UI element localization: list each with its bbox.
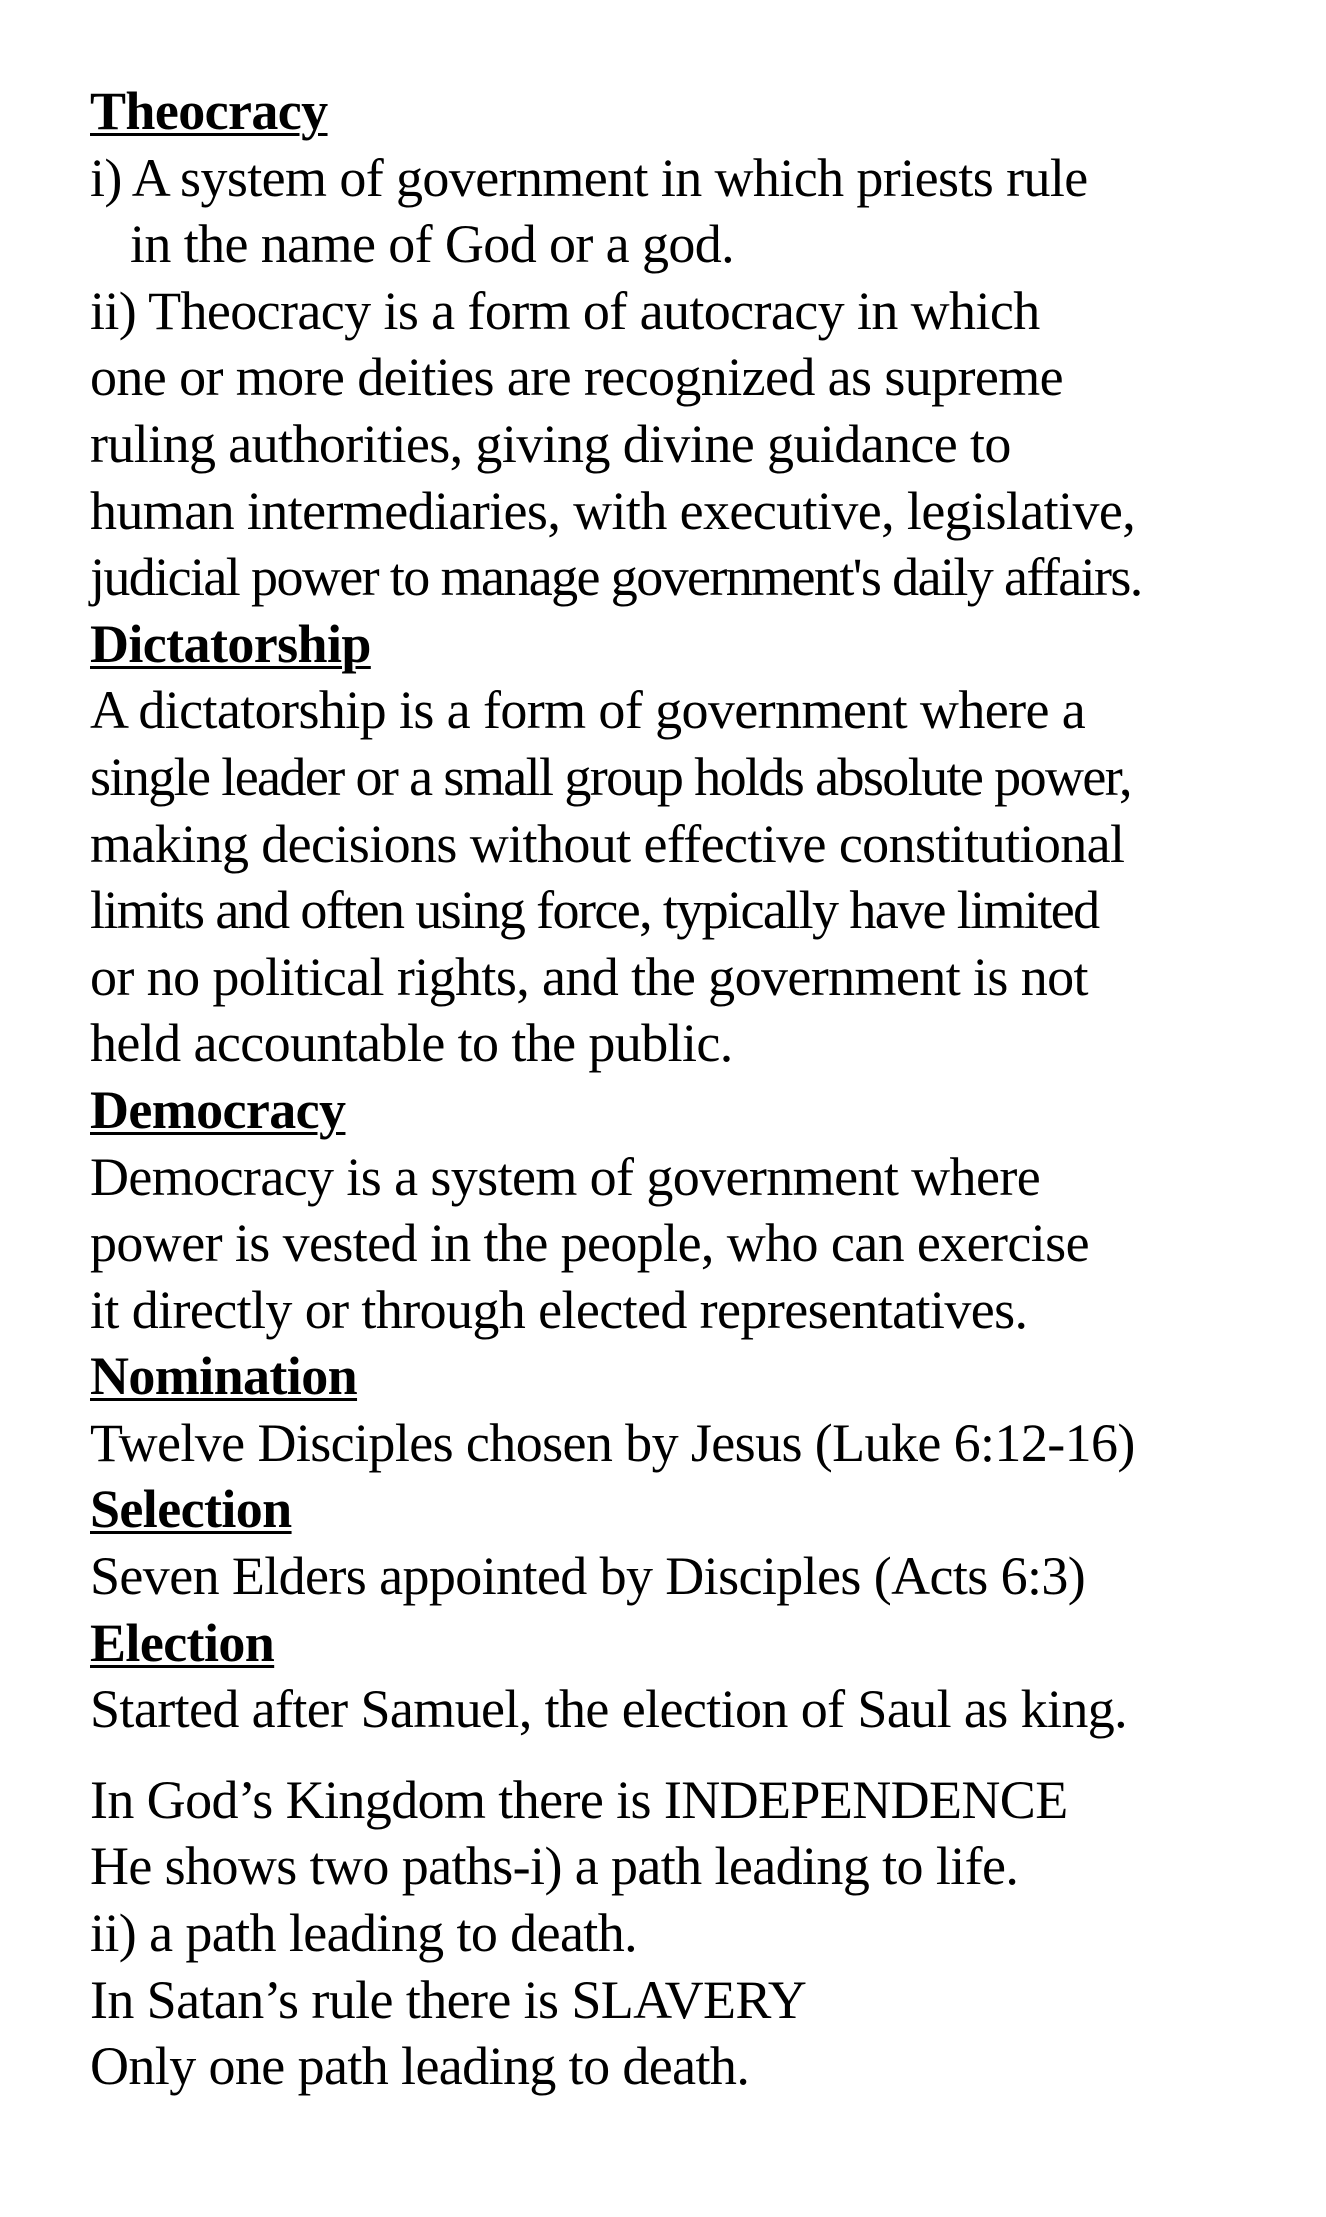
text-line: ii) Theocracy is a form of autocracy in which: [90, 280, 1040, 341]
text-line: making decisions without effective constitutional: [90, 813, 1125, 874]
text-line: Democracy is a system of government where: [90, 1146, 1041, 1207]
text-line: Twelve Disciples chosen by Jesus (Luke 6:12-16): [90, 1412, 1135, 1473]
text-line: Started after Samuel, the election of Saul as king.: [90, 1679, 1128, 1740]
closing-line: He shows two paths-i) a path leading to life.: [90, 1836, 1019, 1897]
heading-theocracy: Theocracy: [90, 81, 328, 141]
text-line: ruling authorities, giving divine guidance to: [90, 413, 1011, 474]
heading-election: Election: [90, 1612, 275, 1673]
heading-selection: Selection: [90, 1479, 292, 1540]
document-body: [90, 78, 1290, 2100]
text-line: single leader or a small group holds absolute power,: [90, 746, 1131, 807]
text-line: Seven Elders appointed by Disciples (Acts 6:3): [90, 1546, 1086, 1607]
text-line: human intermediaries, with executive, legislative,: [90, 480, 1136, 541]
text-line: limits and often using force, typically have limited: [90, 880, 1099, 941]
text-line: it directly or through elected representatives.: [90, 1279, 1028, 1340]
text-line: judicial power to manage government's daily affairs.: [90, 547, 1142, 608]
closing-line: Only one path leading to death.: [90, 2036, 750, 2097]
text-line: held accountable to the public.: [90, 1013, 733, 1074]
heading-democracy: Democracy: [90, 1079, 346, 1140]
closing-line: In Satan’s rule there is SLAVERY: [90, 1969, 807, 2030]
heading-dictatorship: Dictatorship: [90, 613, 371, 674]
heading-nomination: Nomination: [90, 1346, 358, 1407]
text-line: power is vested in the people, who can exercise: [90, 1213, 1089, 1274]
text-line: A dictatorship is a form of government where a: [90, 680, 1086, 741]
text-line: or no political rights, and the government is not: [90, 946, 1088, 1007]
closing-line: In God’s Kingdom there is INDEPENDENCE: [90, 1769, 1068, 1830]
text-line: one or more deities are recognized as supreme: [90, 347, 1064, 408]
closing-line: ii) a path leading to death.: [90, 1903, 638, 1964]
text-line: i) A system of government in which priests rule: [90, 147, 1088, 208]
text-line: in the name of God or a god.: [130, 214, 735, 275]
